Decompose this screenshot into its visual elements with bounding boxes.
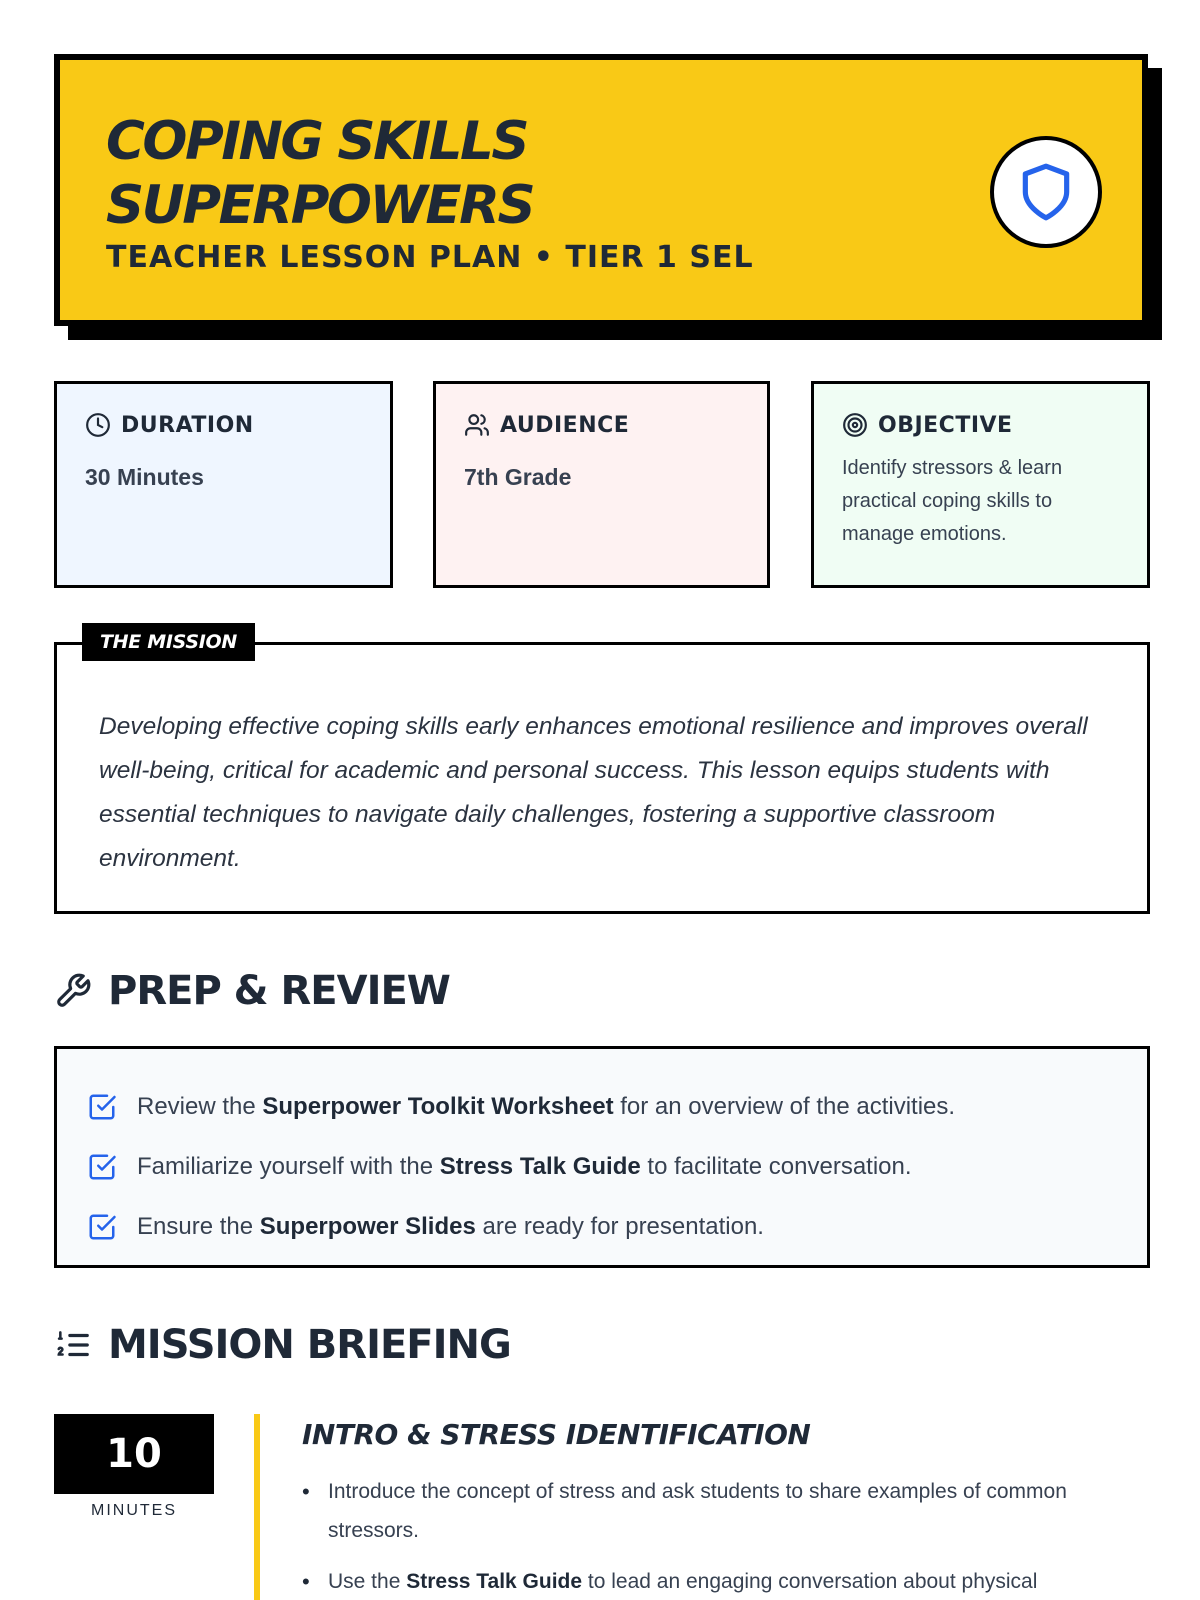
mission-box — [54, 631, 1150, 914]
duration-label: DURATION — [121, 412, 254, 438]
objective-card — [811, 381, 1150, 588]
audience-value: 7th Grade — [464, 464, 572, 490]
lesson-subtitle: TEACHER LESSON PLAN • TIER 1 SEL — [106, 240, 754, 275]
list-item: • Use the Stress Talk Guide to lead an engaging conversation about physical — [302, 1562, 1122, 1600]
objective-value: Identify stressors & learn practical coping skills to manage emotions. — [842, 457, 1063, 545]
clock-icon — [85, 412, 111, 438]
lesson-header — [54, 54, 1148, 326]
mission-text: Developing effective coping skills early enhances emotional resilience and improves overall well-being, critical for academic and personal success. This lesson equips students with essential techniques to navigate daily challenges, fostering a supportive classroom environment. — [99, 713, 1088, 872]
checkbox-checked-icon[interactable] — [87, 1212, 117, 1242]
title-line-2: SUPERPOWERS — [106, 175, 534, 236]
checklist-item — [87, 1197, 1117, 1257]
checkbox-checked-icon[interactable] — [87, 1152, 117, 1182]
audience-heading — [464, 412, 739, 438]
wrench-icon — [54, 972, 92, 1010]
shield-badge — [990, 136, 1102, 248]
checklist-text: Ensure the Superpower Slides are ready for presentation. — [137, 1213, 764, 1240]
lesson-title — [106, 110, 533, 238]
checkbox-checked-icon[interactable] — [87, 1092, 117, 1122]
target-icon — [842, 412, 868, 438]
title-line-1: COPING SKILLS — [106, 111, 528, 172]
minutes-label: MINUTES — [91, 1502, 177, 1519]
checklist-item — [87, 1137, 1117, 1197]
minutes-box: 10 — [54, 1414, 214, 1494]
duration-card — [54, 381, 393, 588]
objective-heading — [842, 412, 1119, 438]
audience-label: AUDIENCE — [500, 412, 630, 438]
briefing-step-title: INTRO & STRESS IDENTIFICATION — [302, 1418, 811, 1451]
duration-value: 30 Minutes — [85, 464, 204, 490]
briefing-heading-text: MISSION BRIEFING — [108, 1322, 511, 1368]
checklist-text: Review the Superpower Toolkit Worksheet for an overview of the activities. — [137, 1093, 956, 1120]
briefing-heading — [54, 1322, 511, 1368]
checklist-text: Familiarize yourself with the Stress Talk Guide to facilitate conversation. — [137, 1153, 912, 1180]
list-item: • Introduce the concept of stress and ask students to share examples of common stressors. — [302, 1472, 1122, 1550]
objective-label: OBJECTIVE — [878, 412, 1013, 438]
audience-card — [433, 381, 770, 588]
mission-tag: THE MISSION — [82, 623, 255, 661]
checklist-item — [87, 1077, 1117, 1137]
prep-heading — [54, 968, 450, 1014]
briefing-step-list — [302, 1472, 1122, 1600]
prep-checklist — [54, 1046, 1150, 1268]
users-icon — [464, 412, 490, 438]
briefing-accent-bar — [254, 1414, 260, 1600]
shield-icon — [1015, 157, 1077, 227]
numbered-list-icon — [54, 1326, 92, 1364]
prep-heading-text: PREP & REVIEW — [108, 968, 450, 1014]
duration-heading — [85, 412, 362, 438]
